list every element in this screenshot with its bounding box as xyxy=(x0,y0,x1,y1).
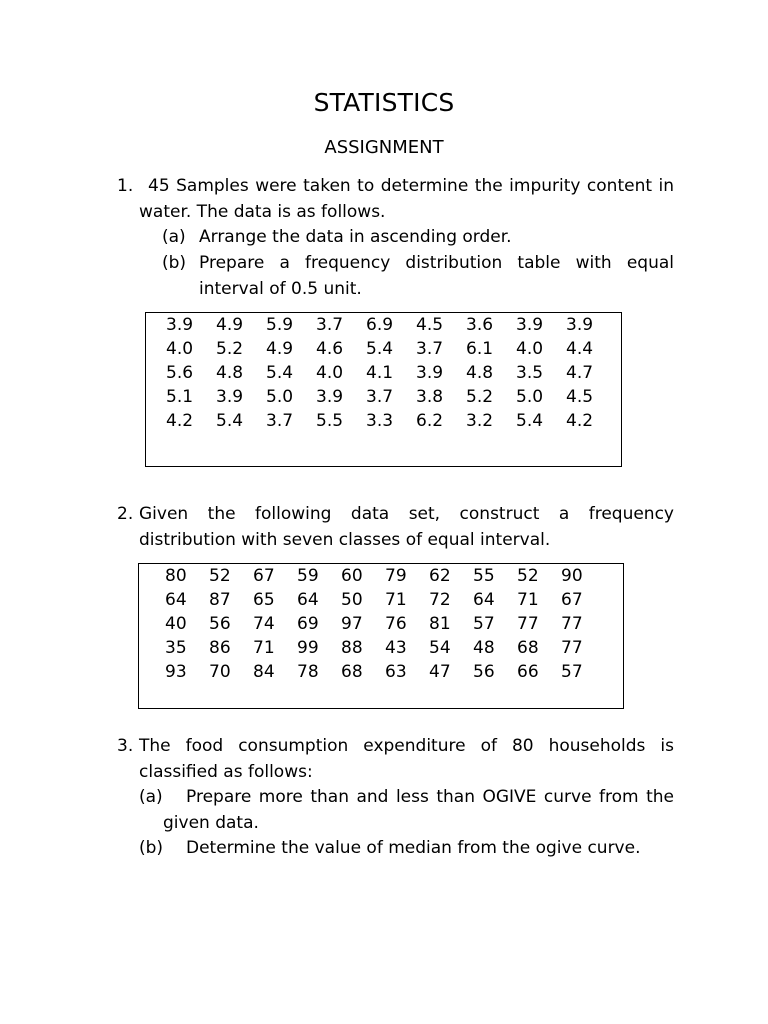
table-cell: 3.7 xyxy=(316,315,344,335)
table-cell: 99 xyxy=(297,638,319,658)
table-cell: 97 xyxy=(341,614,363,634)
table-cell: 87 xyxy=(209,590,231,610)
table-cell: 4.0 xyxy=(316,363,344,383)
table-cell: 3.9 xyxy=(516,315,544,335)
question-1 xyxy=(117,174,674,226)
table-cell: 62 xyxy=(429,566,451,586)
table-cell: 4.0 xyxy=(166,339,194,359)
table-row xyxy=(165,636,605,660)
part-label: (b) xyxy=(162,253,187,273)
question-3 xyxy=(117,734,674,786)
table-cell: 4.9 xyxy=(216,315,244,335)
table-cell: 55 xyxy=(473,566,495,586)
table-cell: 77 xyxy=(561,614,583,634)
table-cell: 80 xyxy=(165,566,187,586)
table-cell: 60 xyxy=(341,566,363,586)
table-cell: 4.2 xyxy=(166,411,194,431)
table-cell: 3.5 xyxy=(516,363,544,383)
table-cell: 6.2 xyxy=(416,411,444,431)
table-cell: 5.4 xyxy=(366,339,394,359)
table-cell: 3.7 xyxy=(416,339,444,359)
table-cell: 66 xyxy=(517,662,539,682)
table-cell: 5.0 xyxy=(266,387,294,407)
table-cell: 3.7 xyxy=(266,411,294,431)
part-text: Determine the value of median from the ogive curve. xyxy=(186,838,641,858)
table-row xyxy=(165,612,605,636)
table-row xyxy=(165,564,605,588)
page-title: STATISTICS xyxy=(313,88,455,117)
table-cell: 59 xyxy=(297,566,319,586)
table-cell: 52 xyxy=(209,566,231,586)
table-cell: 40 xyxy=(165,614,187,634)
table-cell: 3.9 xyxy=(166,315,194,335)
part-label: (a) xyxy=(162,227,186,247)
table-cell: 3.6 xyxy=(466,315,494,335)
table-cell: 48 xyxy=(473,638,495,658)
question-text: The food consumption expenditure of 80 households is classified as follows: xyxy=(139,736,674,782)
table-cell: 35 xyxy=(165,638,187,658)
table-cell: 90 xyxy=(561,566,583,586)
part-text: Prepare a frequency distribution table with equal interval of 0.5 unit. xyxy=(199,253,674,299)
table-cell: 4.1 xyxy=(366,363,394,383)
table-cell: 68 xyxy=(341,662,363,682)
table-cell: 3.9 xyxy=(216,387,244,407)
part-text: Arrange the data in ascending order. xyxy=(199,227,512,247)
table-cell: 4.5 xyxy=(416,315,444,335)
table-cell: 5.5 xyxy=(316,411,344,431)
question-3-part-b xyxy=(139,836,674,862)
table-cell: 3.7 xyxy=(366,387,394,407)
table-cell: 67 xyxy=(561,590,583,610)
question-1-part-b xyxy=(162,251,674,303)
table-cell: 50 xyxy=(341,590,363,610)
table-cell: 76 xyxy=(385,614,407,634)
table-cell: 63 xyxy=(385,662,407,682)
table-cell: 5.9 xyxy=(266,315,294,335)
table-row xyxy=(166,337,616,361)
table-cell: 65 xyxy=(253,590,275,610)
table-cell: 74 xyxy=(253,614,275,634)
question-3-part-a xyxy=(139,785,674,837)
table-cell: 5.4 xyxy=(216,411,244,431)
table-cell: 5.1 xyxy=(166,387,194,407)
table-cell: 64 xyxy=(165,590,187,610)
table-cell: 3.2 xyxy=(466,411,494,431)
table-cell: 4.8 xyxy=(466,363,494,383)
question-number: 3. xyxy=(117,736,134,756)
table-cell: 4.4 xyxy=(566,339,594,359)
table-cell: 79 xyxy=(385,566,407,586)
table-cell: 71 xyxy=(517,590,539,610)
table-cell: 86 xyxy=(209,638,231,658)
table-cell: 3.9 xyxy=(416,363,444,383)
table-cell: 77 xyxy=(561,638,583,658)
table-cell: 4.0 xyxy=(516,339,544,359)
table-row xyxy=(166,361,616,385)
table-cell: 52 xyxy=(517,566,539,586)
table-row xyxy=(166,385,616,409)
table-cell: 67 xyxy=(253,566,275,586)
table-cell: 71 xyxy=(253,638,275,658)
table-cell: 6.9 xyxy=(366,315,394,335)
table-cell: 4.9 xyxy=(266,339,294,359)
table-cell: 43 xyxy=(385,638,407,658)
table-row xyxy=(165,588,605,612)
table-cell: 4.5 xyxy=(566,387,594,407)
table-cell: 3.8 xyxy=(416,387,444,407)
table-cell: 3.9 xyxy=(566,315,594,335)
table-cell: 5.4 xyxy=(516,411,544,431)
table-cell: 57 xyxy=(561,662,583,682)
question-number: 1. xyxy=(117,176,134,196)
table-cell: 4.7 xyxy=(566,363,594,383)
table-row xyxy=(166,313,616,337)
table-cell: 6.1 xyxy=(466,339,494,359)
part-label: (b) xyxy=(139,838,164,858)
table-cell: 84 xyxy=(253,662,275,682)
table-cell: 5.2 xyxy=(216,339,244,359)
table-cell: 64 xyxy=(297,590,319,610)
question-1-part-a xyxy=(162,225,674,251)
table-cell: 56 xyxy=(209,614,231,634)
table-cell: 68 xyxy=(517,638,539,658)
table-cell: 93 xyxy=(165,662,187,682)
table-cell: 88 xyxy=(341,638,363,658)
table-row xyxy=(166,409,616,433)
table-cell: 5.6 xyxy=(166,363,194,383)
table-cell: 77 xyxy=(517,614,539,634)
table-cell: 71 xyxy=(385,590,407,610)
table-cell: 47 xyxy=(429,662,451,682)
table-cell: 56 xyxy=(473,662,495,682)
question-text: Given the following data set, construct a frequency distribution with seven classes of equal interval. xyxy=(139,504,674,550)
question-2 xyxy=(117,502,674,554)
table-cell: 78 xyxy=(297,662,319,682)
table-cell: 4.2 xyxy=(566,411,594,431)
table-cell: 3.3 xyxy=(366,411,394,431)
table-cell: 81 xyxy=(429,614,451,634)
table-cell: 72 xyxy=(429,590,451,610)
data-table-2 xyxy=(165,564,605,684)
table-cell: 5.4 xyxy=(266,363,294,383)
table-cell: 3.9 xyxy=(316,387,344,407)
table-cell: 5.2 xyxy=(466,387,494,407)
table-cell: 69 xyxy=(297,614,319,634)
table-row xyxy=(165,660,605,684)
question-number: 2. xyxy=(117,504,134,524)
table-cell: 70 xyxy=(209,662,231,682)
table-cell: 64 xyxy=(473,590,495,610)
data-table-1 xyxy=(166,313,616,433)
table-cell: 5.0 xyxy=(516,387,544,407)
part-text: Prepare more than and less than OGIVE curve from the given data. xyxy=(163,787,674,833)
table-cell: 4.6 xyxy=(316,339,344,359)
part-label: (a) xyxy=(139,787,163,807)
question-text: 45 Samples were taken to determine the impurity content in water. The data is as follows. xyxy=(139,176,674,222)
page-subtitle: ASSIGNMENT xyxy=(324,137,444,158)
table-cell: 4.8 xyxy=(216,363,244,383)
table-cell: 57 xyxy=(473,614,495,634)
table-cell: 54 xyxy=(429,638,451,658)
